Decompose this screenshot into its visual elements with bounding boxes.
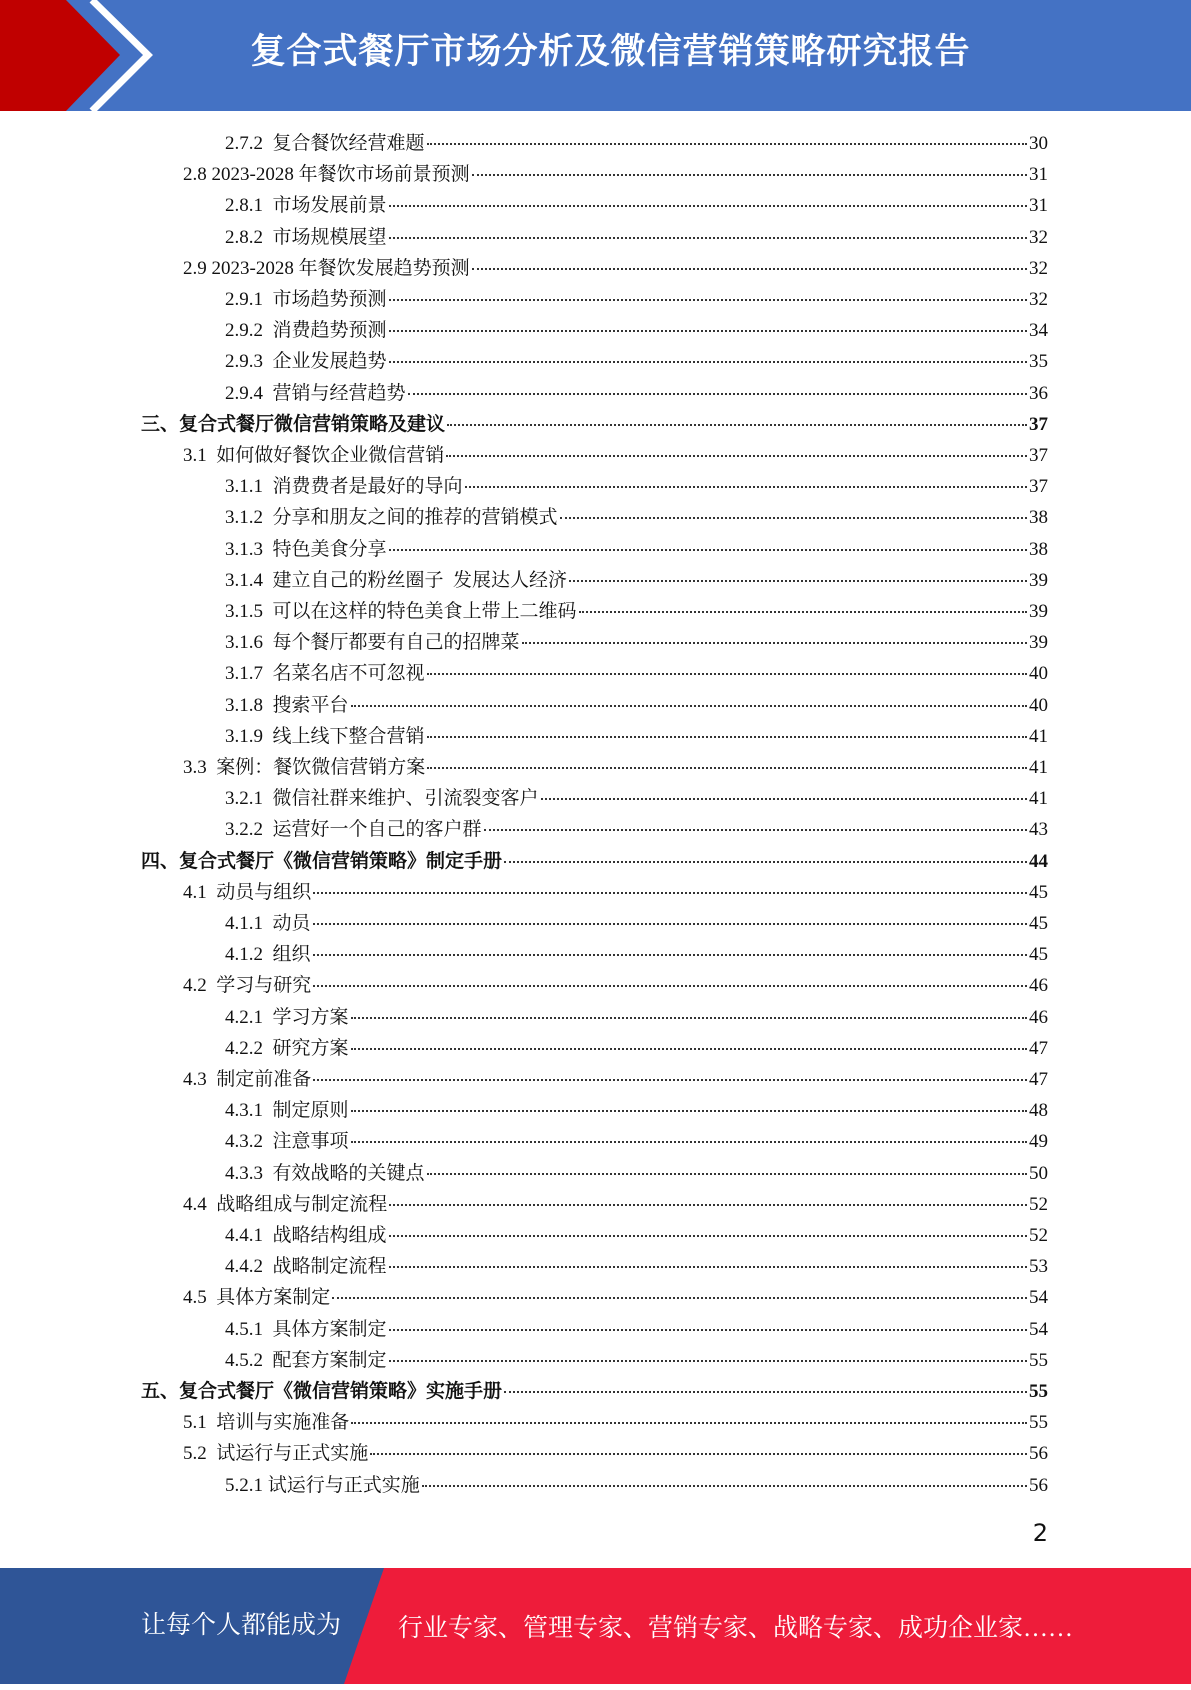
toc-entry-label: 5.2.1 试运行与正式实施	[225, 1474, 420, 1496]
toc-dot-leader	[389, 1266, 1027, 1268]
toc-entry-page: 39	[1029, 601, 1048, 622]
toc-dot-leader	[408, 393, 1027, 395]
toc-entry-label: 4.4.1 战略结构组成	[225, 1225, 387, 1246]
toc-chapter-entry[interactable]	[141, 846, 1048, 877]
toc-entry-page: 38	[1029, 507, 1048, 529]
toc-entry-label: 3.2.1 微信社群来维护、引流裂变客户	[225, 788, 539, 810]
toc-entry[interactable]	[225, 315, 1048, 346]
toc-dot-leader	[351, 705, 1027, 707]
toc-entry-page: 41	[1029, 788, 1048, 810]
toc-entry-page: 40	[1029, 663, 1048, 685]
toc-entry[interactable]	[225, 1314, 1048, 1345]
toc-entry-page: 32	[1029, 289, 1048, 310]
toc-dot-leader	[427, 736, 1027, 738]
page-header	[0, 0, 1191, 111]
toc-entry-label: 3.1.6 每个餐厅都要有自己的招牌菜	[225, 632, 520, 654]
toc-dot-leader	[472, 174, 1027, 176]
toc-entry-page: 41	[1029, 725, 1048, 747]
toc-entry-page: 44	[1029, 850, 1048, 872]
toc-entry-page: 31	[1029, 164, 1048, 186]
toc-entry[interactable]	[225, 627, 1048, 658]
toc-entry[interactable]	[183, 1189, 1048, 1220]
toc-dot-leader	[351, 1141, 1027, 1143]
toc-dot-leader	[446, 455, 1027, 457]
toc-entry[interactable]	[225, 190, 1048, 221]
toc-entry-page: 54	[1029, 1318, 1048, 1340]
toc-entry-page: 38	[1029, 538, 1048, 560]
toc-entry-page: 55	[1029, 1349, 1048, 1371]
toc-entry-page: 47	[1029, 1069, 1048, 1090]
toc-entry-label: 4.3.3 有效战略的关键点	[225, 1162, 425, 1184]
toc-entry[interactable]	[225, 128, 1048, 159]
toc-entry-page: 45	[1029, 944, 1048, 966]
toc-entry[interactable]	[225, 1345, 1048, 1376]
toc-dot-leader	[472, 268, 1027, 270]
toc-dot-leader	[389, 1360, 1027, 1362]
footer-slogan-right: 行业专家、管理专家、营销专家、战略专家、成功企业家……	[398, 1615, 1074, 1642]
toc-entry-label: 2.8 2023-2028 年餐饮市场前景预测	[183, 164, 470, 186]
toc-entry[interactable]	[225, 1126, 1048, 1157]
toc-entry-page: 49	[1029, 1131, 1048, 1153]
toc-entry-label: 五、复合式餐厅《微信营销策略》实施手册	[141, 1381, 503, 1402]
toc-entry[interactable]	[225, 1251, 1048, 1282]
toc-entry-page: 50	[1029, 1162, 1048, 1184]
toc-entry[interactable]	[183, 1438, 1048, 1469]
toc-entry[interactable]	[183, 1064, 1048, 1095]
toc-entry-label: 3.1.2 分享和朋友之间的推荐的营销模式	[225, 507, 558, 529]
toc-entry-page: 31	[1029, 195, 1048, 217]
toc-entry-page: 56	[1029, 1474, 1048, 1496]
toc-dot-leader	[332, 1297, 1027, 1299]
toc-dot-leader	[504, 1391, 1027, 1393]
toc-entry-page: 48	[1029, 1100, 1048, 1122]
page-number: 2	[1032, 1519, 1048, 1547]
toc-dot-leader	[422, 1485, 1027, 1487]
toc-entry-page: 45	[1029, 881, 1048, 903]
toc-entry-page: 54	[1029, 1287, 1048, 1309]
toc-entry-page: 56	[1029, 1443, 1048, 1465]
toc-dot-leader	[427, 1173, 1027, 1175]
toc-entry-label: 三、复合式餐厅微信营销策略及建议	[141, 413, 446, 435]
toc-entry-page: 52	[1029, 1225, 1048, 1246]
toc-entry-page: 43	[1029, 819, 1048, 841]
toc-entry[interactable]	[183, 1282, 1048, 1313]
toc-entry-page: 30	[1029, 133, 1048, 154]
toc-entry-label: 4.1.2 组织	[225, 944, 311, 966]
toc-entry-label: 3.1.5 可以在这样的特色美食上带上二维码	[225, 601, 577, 622]
toc-entry-label: 4.1 动员与组织	[183, 881, 312, 903]
toc-entry-label: 4.2.1 学习方案	[225, 1006, 349, 1028]
toc-entry[interactable]	[225, 690, 1048, 721]
toc-entry[interactable]	[183, 1407, 1048, 1438]
toc-entry[interactable]	[225, 565, 1048, 596]
toc-entry-label: 2.9.4 营销与经营趋势	[225, 382, 406, 404]
toc-entry-page: 39	[1029, 569, 1048, 591]
toc-entry-label: 4.3.1 制定原则	[225, 1100, 349, 1122]
toc-dot-leader	[569, 580, 1027, 582]
toc-entry-label: 4.2.2 研究方案	[225, 1037, 349, 1059]
toc-entry-label: 4.5.1 具体方案制定	[225, 1318, 387, 1340]
toc-entry-page: 45	[1029, 913, 1048, 934]
toc-entry[interactable]	[225, 596, 1048, 627]
toc-entry-page: 52	[1029, 1193, 1048, 1215]
toc-entry-label: 2.8.2 市场规模展望	[225, 226, 387, 248]
toc-entry[interactable]	[225, 471, 1048, 502]
toc-entry-label: 2.9.2 消费趋势预测	[225, 320, 387, 342]
toc-entry-label: 2.9 2023-2028 年餐饮发展趋势预测	[183, 257, 470, 279]
toc-chapter-entry[interactable]	[141, 409, 1048, 440]
toc-dot-leader	[370, 1453, 1027, 1455]
toc-entry-label: 3.1.7 名菜名店不可忽视	[225, 663, 425, 685]
toc-entry-page: 32	[1029, 257, 1048, 279]
toc-entry-label: 5.2 试运行与正式实施	[183, 1443, 369, 1465]
toc-entry-label: 3.1.3 特色美食分享	[225, 538, 387, 560]
toc-entry[interactable]	[225, 908, 1048, 939]
toc-entry[interactable]	[225, 346, 1048, 377]
toc-entry-page: 55	[1029, 1381, 1048, 1402]
toc-dot-leader	[427, 673, 1027, 675]
toc-entry-page: 55	[1029, 1412, 1048, 1434]
toc-entry[interactable]	[183, 159, 1048, 190]
toc-dot-leader	[427, 143, 1027, 145]
toc-entry-page: 36	[1029, 382, 1048, 404]
toc-dot-leader	[313, 1079, 1027, 1081]
toc-entry[interactable]	[225, 378, 1048, 409]
toc-entry[interactable]	[225, 222, 1048, 253]
toc-entry-label: 四、复合式餐厅《微信营销策略》制定手册	[141, 850, 503, 872]
toc-dot-leader	[389, 361, 1027, 363]
toc-entry-label: 2.9.1 市场趋势预测	[225, 289, 387, 310]
toc-entry-label: 5.1 培训与实施准备	[183, 1412, 350, 1434]
toc-dot-leader	[351, 1422, 1027, 1424]
toc-entry-label: 4.2 学习与研究	[183, 975, 312, 997]
toc-entry-page: 32	[1029, 226, 1048, 248]
page-footer	[0, 1568, 1191, 1684]
toc-entry[interactable]	[225, 721, 1048, 752]
toc-entry-label: 2.8.1 市场发展前景	[225, 195, 387, 217]
toc-dot-leader	[579, 611, 1027, 613]
toc-entry[interactable]	[225, 1470, 1048, 1501]
toc-entry[interactable]	[183, 877, 1048, 908]
toc-entry-page: 35	[1029, 351, 1048, 373]
toc-entry[interactable]	[225, 1095, 1048, 1126]
toc-entry-label: 3.1.1 消费费者是最好的导向	[225, 476, 463, 498]
toc-entry[interactable]	[183, 440, 1048, 471]
toc-entry[interactable]	[225, 814, 1048, 845]
toc-entry-page: 46	[1029, 975, 1048, 997]
toc-dot-leader	[313, 923, 1027, 925]
toc-entry[interactable]	[225, 783, 1048, 814]
toc-entry[interactable]	[183, 253, 1048, 284]
toc-dot-leader	[389, 1204, 1027, 1206]
toc-dot-leader	[313, 985, 1027, 987]
toc-entry-label: 4.4 战略组成与制定流程	[183, 1193, 388, 1215]
toc-entry-label: 2.7.2 复合餐饮经营难题	[225, 133, 425, 154]
toc-entry[interactable]	[225, 658, 1048, 689]
toc-dot-leader	[351, 1017, 1027, 1019]
toc-entry-label: 4.3.2 注意事项	[225, 1131, 349, 1153]
toc-dot-leader	[484, 829, 1027, 831]
toc-entry-page: 34	[1029, 320, 1048, 342]
toc-dot-leader	[389, 1235, 1027, 1237]
toc-entry-label: 2.9.3 企业发展趋势	[225, 351, 387, 373]
toc-entry-page: 39	[1029, 632, 1048, 654]
toc-dot-leader	[522, 642, 1027, 644]
toc-entry-label: 4.4.2 战略制定流程	[225, 1256, 387, 1278]
toc-entry-label: 3.1.9 线上线下整合营销	[225, 725, 425, 747]
toc-dot-leader	[427, 767, 1027, 769]
toc-entry[interactable]	[225, 534, 1048, 565]
toc-dot-leader	[389, 549, 1027, 551]
toc-entry-page: 37	[1029, 476, 1048, 498]
toc-dot-leader	[389, 237, 1027, 239]
toc-entry-label: 4.3 制定前准备	[183, 1069, 312, 1090]
toc-entry[interactable]	[225, 1158, 1048, 1189]
toc-entry[interactable]	[225, 1002, 1048, 1033]
toc-entry-label: 3.3 案例：餐饮微信营销方案	[183, 757, 426, 778]
toc-entry[interactable]	[225, 1220, 1048, 1251]
toc-dot-leader	[389, 299, 1027, 301]
toc-entry-label: 3.1.4 建立自己的粉丝圈子 发展达人经济	[225, 569, 568, 591]
toc-entry-page: 37	[1029, 445, 1048, 466]
toc-entry-page: 47	[1029, 1037, 1048, 1059]
toc-dot-leader	[389, 1329, 1027, 1331]
toc-dot-leader	[447, 424, 1027, 426]
toc-dot-leader	[541, 798, 1027, 800]
toc-dot-leader	[351, 1048, 1027, 1050]
toc-entry-label: 4.5 具体方案制定	[183, 1287, 331, 1309]
toc-chapter-entry[interactable]	[141, 1376, 1048, 1407]
toc-entry[interactable]	[225, 1033, 1048, 1064]
toc-dot-leader	[313, 892, 1027, 894]
toc-entry[interactable]	[225, 502, 1048, 533]
document-title: 复合式餐厅市场分析及微信营销策略研究报告	[250, 32, 971, 72]
toc-entry-page: 40	[1029, 694, 1048, 716]
toc-entry-page: 46	[1029, 1006, 1048, 1028]
toc-entry-label: 3.1 如何做好餐饮企业微信营销	[183, 445, 445, 466]
toc-entry[interactable]	[225, 939, 1048, 970]
toc-entry-page: 41	[1029, 757, 1048, 778]
toc-dot-leader	[313, 954, 1027, 956]
footer-slogan-left: 让每个人都能成为	[141, 1612, 342, 1639]
toc-dot-leader	[351, 1110, 1027, 1112]
toc-dot-leader	[504, 861, 1027, 863]
toc-entry-label: 3.1.8 搜索平台	[225, 694, 349, 716]
toc-entry[interactable]	[183, 752, 1048, 783]
toc-dot-leader	[389, 205, 1027, 207]
toc-entry[interactable]	[225, 284, 1048, 315]
toc-entry-label: 3.2.2 运营好一个自己的客户群	[225, 819, 482, 841]
toc-entry[interactable]	[183, 970, 1048, 1001]
toc-dot-leader	[560, 517, 1027, 519]
toc-entry-label: 4.5.2 配套方案制定	[225, 1349, 387, 1371]
toc-entry-page: 53	[1029, 1256, 1048, 1278]
toc-entry-page: 37	[1029, 413, 1048, 435]
toc-dot-leader	[465, 486, 1027, 488]
toc-dot-leader	[389, 330, 1027, 332]
toc-entry-label: 4.1.1 动员	[225, 913, 311, 934]
